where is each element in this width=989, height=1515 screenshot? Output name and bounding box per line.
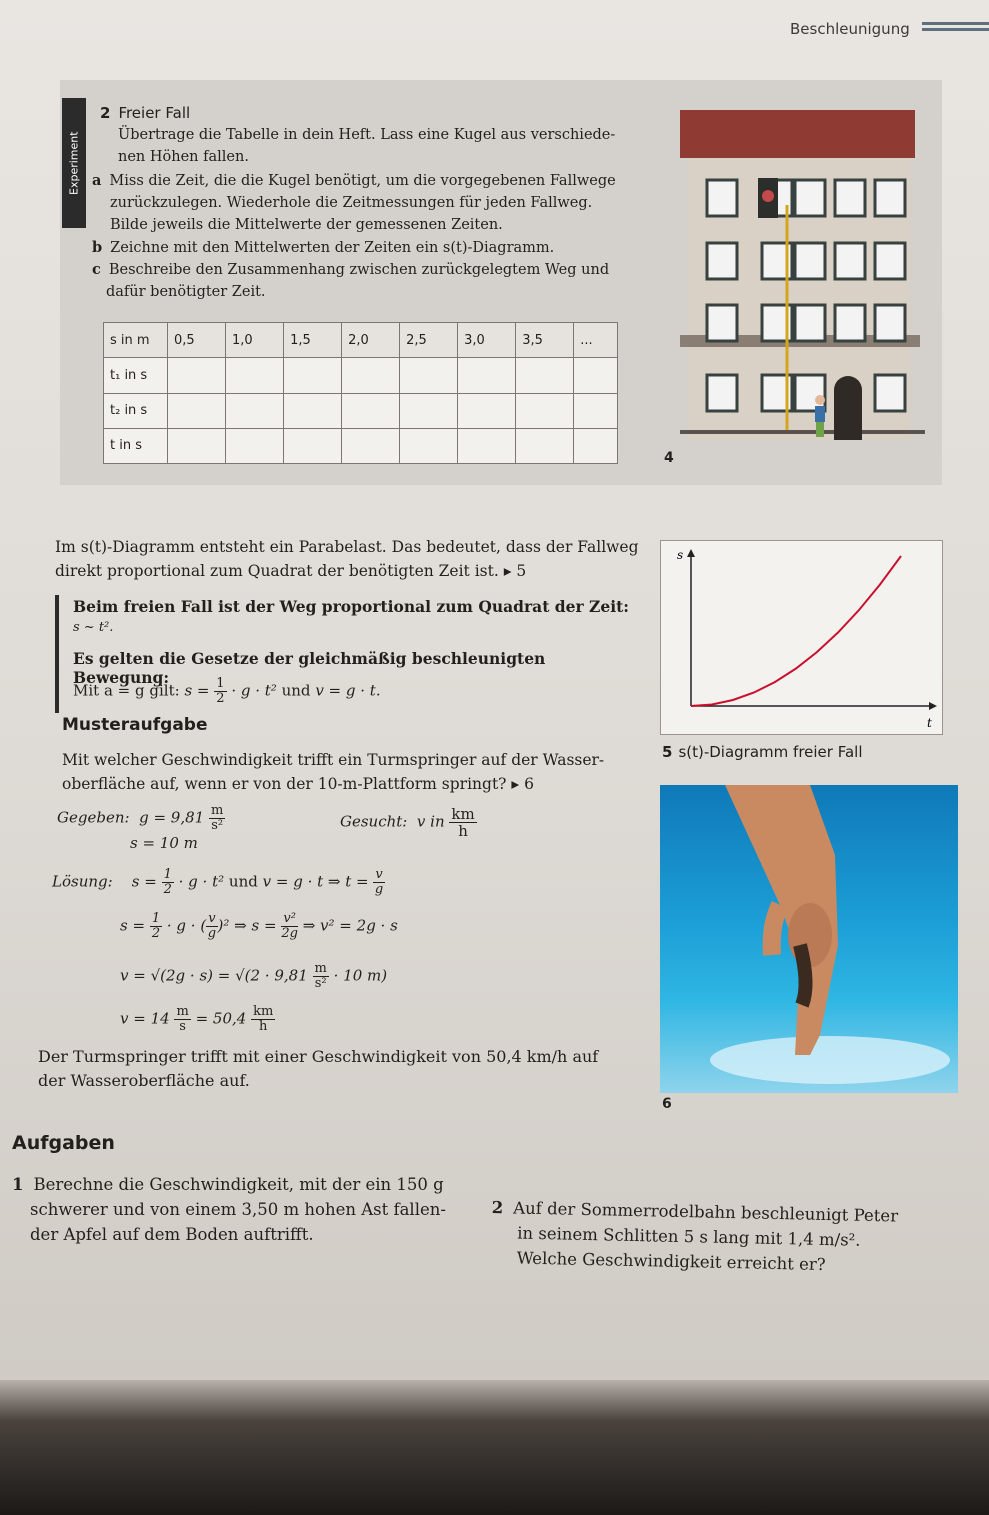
table-header-row	[104, 323, 618, 358]
solution-line-4: v = 14 $\frac{m}{s}$ = 50,4 $\frac{km}{h}$	[120, 1004, 274, 1034]
figure-number: 6	[662, 1096, 672, 1112]
chart-svg	[661, 541, 944, 736]
task-1: 1 Berechne die Geschwindigkeit, mit der ein 150 g schwerer und von einem 3,50 m hohen Ast fallen- der Apfel auf dem Boden auftrifft.	[12, 1175, 446, 1244]
chapter-header: Beschleunigung	[790, 20, 910, 38]
task-c-line: Beschreibe den Zusammenhang zwischen zurückgelegtem Weg und	[108, 262, 610, 278]
task-label: b	[92, 239, 103, 256]
intro-line: nen Höhen fallen.	[118, 149, 249, 165]
experiment-number: 2	[100, 104, 111, 122]
text-line: direkt proportional zum Quadrat der benötigten Zeit ist. ▸ 5	[55, 562, 527, 580]
table-header-cell: s in m	[104, 323, 168, 358]
given-height: s = 10 m	[130, 834, 198, 852]
sought-value: Gesucht: v in $\frac{km}{h}$	[340, 805, 475, 840]
table-header-cell: ...	[574, 323, 618, 358]
given-values: Gegeben: g = 9,81 $\frac{m}{\text{s²}}$	[57, 803, 224, 833]
task-number: 2	[491, 1197, 504, 1218]
intro-line: Übertrage die Tabelle in dein Heft. Lass eine Kugel aus verschiede-	[118, 127, 616, 143]
example-question	[62, 748, 604, 796]
text-line: der Wasseroberfläche auf.	[38, 1071, 250, 1090]
text-line: Der Turmspringer trifft mit einer Geschwindigkeit von 50,4 km/h auf	[38, 1047, 599, 1066]
x-axis-arrow	[929, 702, 937, 710]
row-label: t in s	[104, 428, 168, 463]
table-header-cell: 3,0	[458, 323, 516, 358]
measurement-table	[103, 322, 618, 464]
tasks-title: Aufgaben	[12, 1132, 115, 1154]
x-axis-label: t	[927, 716, 932, 730]
experiment-task-c	[92, 259, 609, 303]
header-decoration	[922, 22, 989, 36]
table-header-cell: 1,5	[284, 323, 342, 358]
st-chart	[660, 540, 943, 735]
task-a-line: Miss die Zeit, die die Kugel benötigt, um die vorgegebenen Fallwege	[109, 173, 616, 189]
table-header-cell: 3,5	[516, 323, 574, 358]
chart-caption: 5 s(t)-Diagramm freier Fall	[662, 743, 863, 761]
rule-formula-line: Mit a = g gilt: s = $\frac{1}{2}$ · g · t² und v = g · t.	[73, 676, 381, 706]
table-header-cell: 1,0	[226, 323, 284, 358]
rule-box	[55, 595, 645, 713]
building-illustration	[680, 110, 930, 440]
parabola-explanation	[55, 535, 639, 583]
y-axis-label: s	[677, 548, 684, 562]
table-row	[104, 393, 618, 428]
row-label: t₂ in s	[104, 393, 168, 428]
series-line	[691, 556, 901, 706]
experiment-task-a	[92, 170, 616, 236]
task-label: c	[92, 261, 101, 278]
experiment-task-b	[92, 237, 554, 259]
experiment-intro	[118, 124, 615, 168]
text-line: Mit welcher Geschwindigkeit trifft ein Turmspringer auf der Wasser-	[62, 751, 605, 769]
diver-illustration	[660, 785, 958, 1093]
task-b-text: Zeichne mit den Mittelwerten der Zeiten ein s(t)-Diagramm.	[110, 240, 555, 256]
figure-number: 4	[664, 450, 674, 466]
page-shadow	[0, 1380, 989, 1515]
solution-line-1: Lösung: s = $\frac{1}{2}$ · g · t² und v = g · t ⇒ t = $\frac{v}{g}$	[52, 867, 384, 897]
solution-line-2: s = $\frac{1}{2}$ · g · ( $\frac{v}{g}$ )² ⇒ s = $\frac{\text{v²}}{2g}$ ⇒ v² = 2g · s	[120, 911, 398, 941]
experiment-tab: Experiment	[62, 98, 86, 228]
table-row	[104, 358, 618, 393]
table-header-cell: 0,5	[168, 323, 226, 358]
task-c-line: dafür benötigter Zeit.	[106, 284, 266, 300]
task-a-line: Bilde jeweils die Mittelwerte der gemessenen Zeiten.	[110, 217, 503, 233]
table-header-cell: 2,0	[342, 323, 400, 358]
rule-formula: s ~ t².	[73, 620, 114, 635]
table-row	[104, 428, 618, 463]
task-number: 1	[12, 1175, 24, 1194]
task-label: a	[92, 172, 102, 189]
y-axis-arrow	[687, 549, 695, 557]
diver-photo	[660, 785, 958, 1093]
rule-line: Beim freien Fall ist der Weg proportional zum Quadrat der Zeit:	[73, 597, 629, 616]
text-line: oberfläche auf, wenn er von der 10-m-Plattform springt? ▸ 6	[62, 775, 534, 793]
rule-line: Es gelten die Gesetze der gleichmäßig beschleunigten Bewegung:	[73, 649, 546, 687]
task-2: 2 Auf der Sommerrodelbahn beschleunigt Peter in seinem Schlitten 5 s lang mit 1,4 m/s². Welche Geschwindigkeit erreicht er?	[491, 1197, 899, 1274]
row-label: t₁ in s	[104, 358, 168, 393]
example-answer	[38, 1045, 598, 1093]
experiment-title-text: Freier Fall	[118, 104, 191, 122]
table-header-cell: 2,5	[400, 323, 458, 358]
example-title: Musteraufgabe	[62, 715, 208, 735]
experiment-title	[100, 104, 190, 122]
task-a-line: zurückzulegen. Wiederhole die Zeitmessungen für jeden Fallweg.	[110, 195, 593, 211]
solution-line-3: v = √(2g · s) = √(2 · 9,81 $\frac{m}{\text{s²}}$ · 10 m)	[120, 961, 388, 991]
text-line: Im s(t)-Diagramm entsteht ein Parabelast. Das bedeutet, dass der Fallweg	[55, 538, 639, 556]
